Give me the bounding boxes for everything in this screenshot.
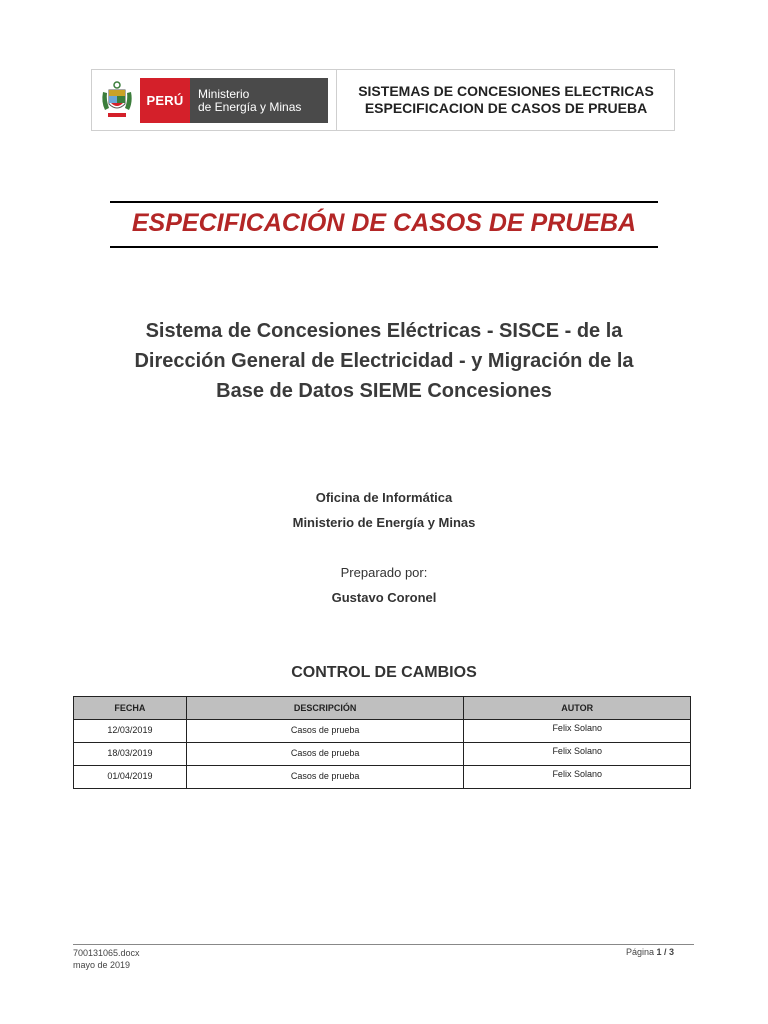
peru-label: PERÚ — [140, 78, 190, 123]
cell-author: Felix Solano — [464, 720, 691, 743]
footer-date: mayo de 2019 — [73, 960, 131, 970]
page-number — [560, 947, 674, 957]
header-fecha: FECHA — [74, 697, 187, 720]
page-title: ESPECIFICACIÓN DE CASOS DE PRUEBA — [131, 209, 637, 237]
document-header — [91, 69, 675, 131]
subtitle-line-2: Dirección General de Electricidad - y Migración de la — [134, 350, 634, 372]
header-autor: AUTOR — [464, 697, 691, 720]
cell-description: Casos de prueba — [186, 766, 464, 789]
author-name: Gustavo Coronel — [331, 590, 437, 605]
title-rule-bottom — [110, 246, 658, 248]
table-header-row — [74, 697, 691, 720]
change-control-table — [73, 696, 691, 789]
footer-file-info — [73, 947, 140, 971]
title-rule-top — [110, 201, 658, 203]
cell-author: Felix Solano — [464, 766, 691, 789]
ministry-logo — [92, 70, 337, 130]
header-title-line-1: SISTEMAS DE CONCESIONES ELECTRICAS — [358, 83, 654, 99]
page-label: Página — [625, 947, 654, 957]
table-row — [74, 743, 691, 766]
header-descripcion: DESCRIPCIÓN — [186, 697, 464, 720]
page-value: 1 / 3 — [656, 947, 674, 957]
cell-date: 12/03/2019 — [74, 720, 187, 743]
cell-date: 18/03/2019 — [74, 743, 187, 766]
subtitle-line-1: Sistema de Concesiones Eléctricas - SISCE - de la — [145, 320, 623, 342]
footer-filename: 700131065.docx — [73, 948, 140, 958]
table-row — [74, 766, 691, 789]
header-title — [337, 70, 675, 130]
subtitle-line-3: Base de Datos SIEME Concesiones — [216, 380, 552, 402]
cell-date: 01/04/2019 — [74, 766, 187, 789]
ministry-name: Ministerio de Energía y Minas — [292, 515, 476, 530]
prepared-by-label: Preparado por: — [340, 565, 428, 580]
document-subtitle — [70, 316, 698, 406]
ministry-label — [190, 78, 328, 123]
cell-author: Felix Solano — [464, 743, 691, 766]
office-name: Oficina de Informática — [315, 490, 453, 505]
footer-rule — [73, 944, 694, 945]
cell-description: Casos de prueba — [186, 743, 464, 766]
table-row — [74, 720, 691, 743]
change-control-title: CONTROL DE CAMBIOS — [291, 664, 477, 681]
cell-description: Casos de prueba — [186, 720, 464, 743]
header-title-line-2: ESPECIFICACION DE CASOS DE PRUEBA — [364, 100, 648, 116]
ministry-line-1: Ministerio — [198, 87, 250, 101]
coat-of-arms-icon — [99, 80, 135, 120]
ministry-line-2: de Energía y Minas — [198, 100, 302, 114]
